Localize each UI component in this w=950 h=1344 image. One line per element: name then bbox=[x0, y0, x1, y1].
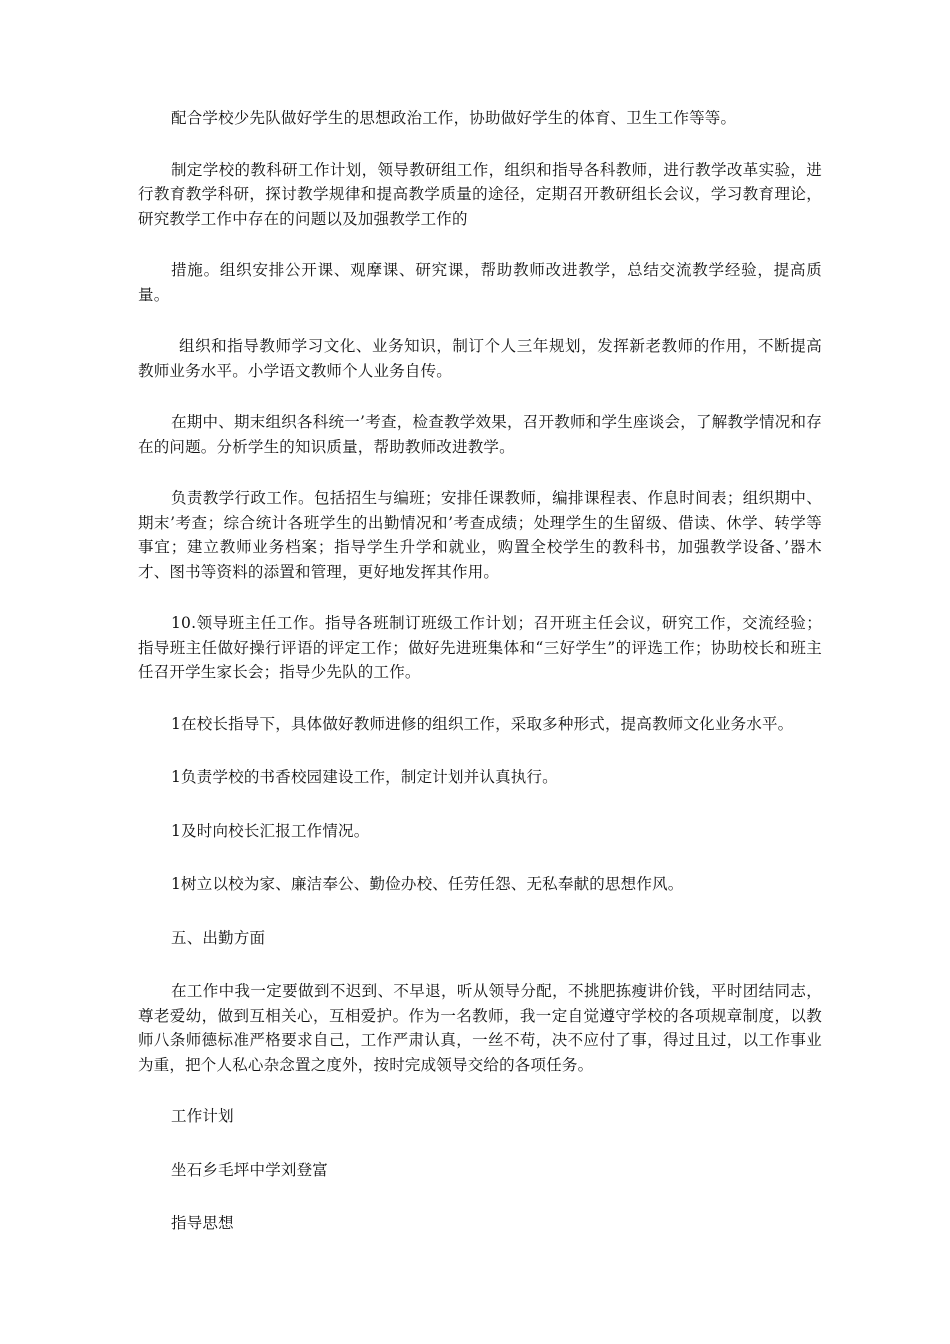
paragraph-7: 10.领导班主任工作。指导各班制订班级工作计划；召开班主任会议，研究工作，交流经验；指导班主任做好操行评语的评定工作；做好先进班集体和“三好学生”的评选工作；协助校长和班主任召开学生家长会；指导少先队的工作。 bbox=[138, 614, 822, 681]
paragraph-9: 1负责学校的书香校园建设工作，制定计划并认真执行。 bbox=[171, 768, 558, 786]
paragraph-8: 1在校长指导下，具体做好教师进修的组织工作，采取多种形式，提高教师文化业务水平。 bbox=[171, 714, 794, 733]
paragraph-3: 措施。组织安排公开课、观摩课、研究课，帮助教师改进教学，总结交流教学经验，提高质量。 bbox=[138, 261, 822, 304]
paragraph-12: 在工作中我一定要做到不迟到、不早退，听从领导分配，不挑肥拣瘦讲价钱，平时团结同志，尊老爱幼，做到互相关心，互相爱护。作为一名教师，我一定自觉遵守学校的各项规章制度，以教师八条师德标准严格要求自己，工作严肃认真，一丝不苟，决不应付了事，得过且过，以工作事业为重，把个人私心杂念置之度外，按时完成领导交给的各项任务。 bbox=[138, 982, 822, 1074]
section-heading-attendance: 五、出勤方面 bbox=[171, 928, 266, 947]
paragraph-1: 配合学校少先队做好学生的思想政治工作，协助做好学生的体育、卫生工作等等。 bbox=[171, 109, 737, 127]
document-body bbox=[138, 106, 822, 1236]
paragraph-11: 1树立以校为家、廉洁奉公、勤俭办校、任劳任怨、无私奉献的思想作风。 bbox=[171, 875, 684, 893]
paragraph-6: 负责教学行政工作。包括招生与编班；安排任课教师，编排课程表、作息时间表；组织期中、期末’考查；综合统计各班学生的出勤情况和’考查成绩；处理学生的生留级、借读、休学、转学等事宜；建立教师业务档案；指导学生升学和就业，购置全校学生的教科书，加强教学设备、’器木才、图书等资料的添置和管理，更好地发挥其作用。 bbox=[138, 489, 822, 581]
paragraph-2: 制定学校的教科研工作计划，领导教研组工作，组织和指导各科教师，进行教学改革实验，进行教育教学科研，探讨教学规律和提高教学质量的途径，定期召开教研组长会议，学习教育理论，研究教学工作中存在的问题以及加强教学工作的 bbox=[138, 160, 822, 228]
author-line: 坐石乡毛坪中学刘登富 bbox=[171, 1160, 329, 1179]
paragraph-5: 在期中、期末组织各科统一’考查，检查教学效果，召开教师和学生座谈会，了解教学情况和存在的问题。分析学生的知识质量，帮助教师改进教学。 bbox=[138, 413, 822, 456]
heading-work-plan: 工作计划 bbox=[171, 1107, 234, 1125]
heading-guiding-ideology: 指导思想 bbox=[171, 1214, 234, 1232]
paragraph-10: 1及时向校长汇报工作情况。 bbox=[171, 821, 370, 840]
paragraph-4: 组织和指导教师学习文化、业务知识，制订个人三年规划，发挥新老教师的作用，不断提高教师业务水平。小学语文教师个人业务自传。 bbox=[138, 337, 822, 380]
